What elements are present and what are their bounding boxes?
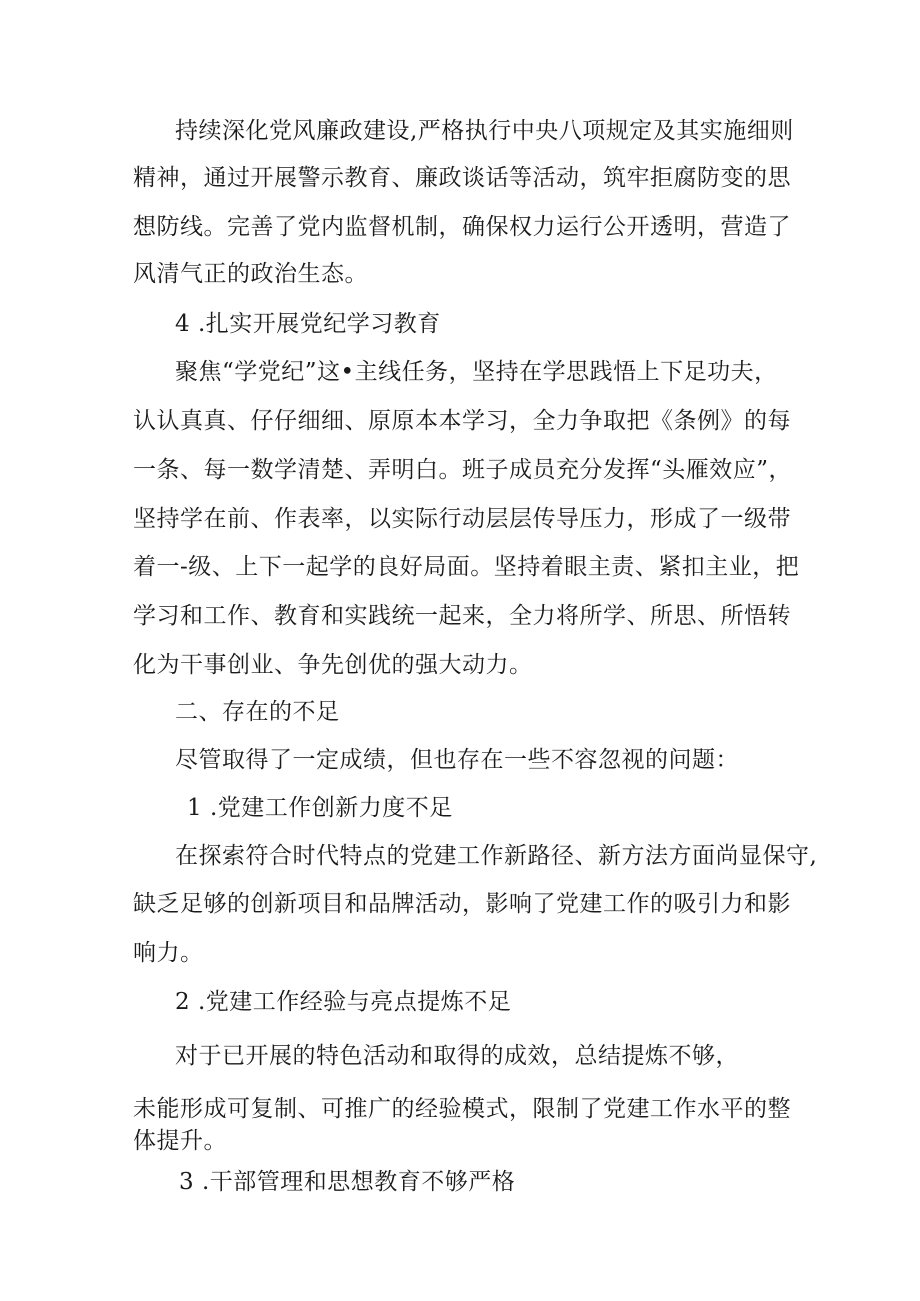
paragraph-line: 着一-级、上下一起学的良好局面。坚持着眼主责、紧扣主业，把 (133, 554, 800, 580)
paragraph-line: 学习和工作、教育和实践统一起来，全力将所学、所思、所悟转 (133, 603, 791, 629)
paragraph-line: 精神，通过开展警示教育、廉政谈话等活动，筑牢拒腐防变的思 (133, 165, 791, 191)
paragraph-line: 体提升。 (133, 1128, 227, 1154)
section-heading: 二、存在的不足 (175, 699, 340, 725)
paragraph-line: 在探索符合时代特点的党建工作新路径、新方法方面尚显保守, (175, 843, 818, 869)
paragraph-line: 缺乏足够的创新项目和品牌活动，影响了党建工作的吸引力和影 (133, 891, 791, 917)
subheading: 3 .干部管理和思想教育不够严格 (179, 1169, 516, 1195)
paragraph-line: 坚持学在前、作表率，以实际行动层层传导压力，形成了一级带 (133, 506, 791, 532)
paragraph-line: 持续深化党风廉政建设,严格执行中央八项规定及其实施细则 (175, 118, 794, 144)
paragraph-line: 聚焦“学党纪”这•主线任务，坚持在学思践悟上下足功夫， (175, 359, 778, 385)
paragraph-line: 对于已开展的特色活动和取得的成效，总结提炼不够， (175, 1043, 739, 1069)
subheading: 4 .扎实开展党纪学习教育 (175, 311, 441, 337)
subheading: 2 .党建工作经验与亮点提炼不足 (175, 989, 512, 1015)
paragraph-line: 想防线。完善了党内监督机制，确保权力运行公开透明，营造了 (133, 214, 791, 240)
paragraph-line: 认认真真、仔仔细细、原原本本学习，全力争取把《条例》的每 (133, 408, 791, 434)
subheading: 1 .党建工作创新力度不足 (187, 795, 453, 821)
paragraph-line: 一条、每一数学清楚、弄明白。班子成员充分发挥“头雁效应”， (133, 457, 793, 483)
paragraph-line: 风清气正的政治生态。 (133, 261, 368, 287)
paragraph-line: 未能形成可复制、可推广的经验模式，限制了党建工作水平的整 (133, 1096, 791, 1122)
paragraph-line: 尽管取得了一定成绩，但也存在一些不容忽视的问题： (175, 747, 739, 773)
paragraph-line: 化为干事创业、争先创优的强大动力。 (133, 652, 533, 678)
paragraph-line: 响力。 (133, 940, 204, 966)
